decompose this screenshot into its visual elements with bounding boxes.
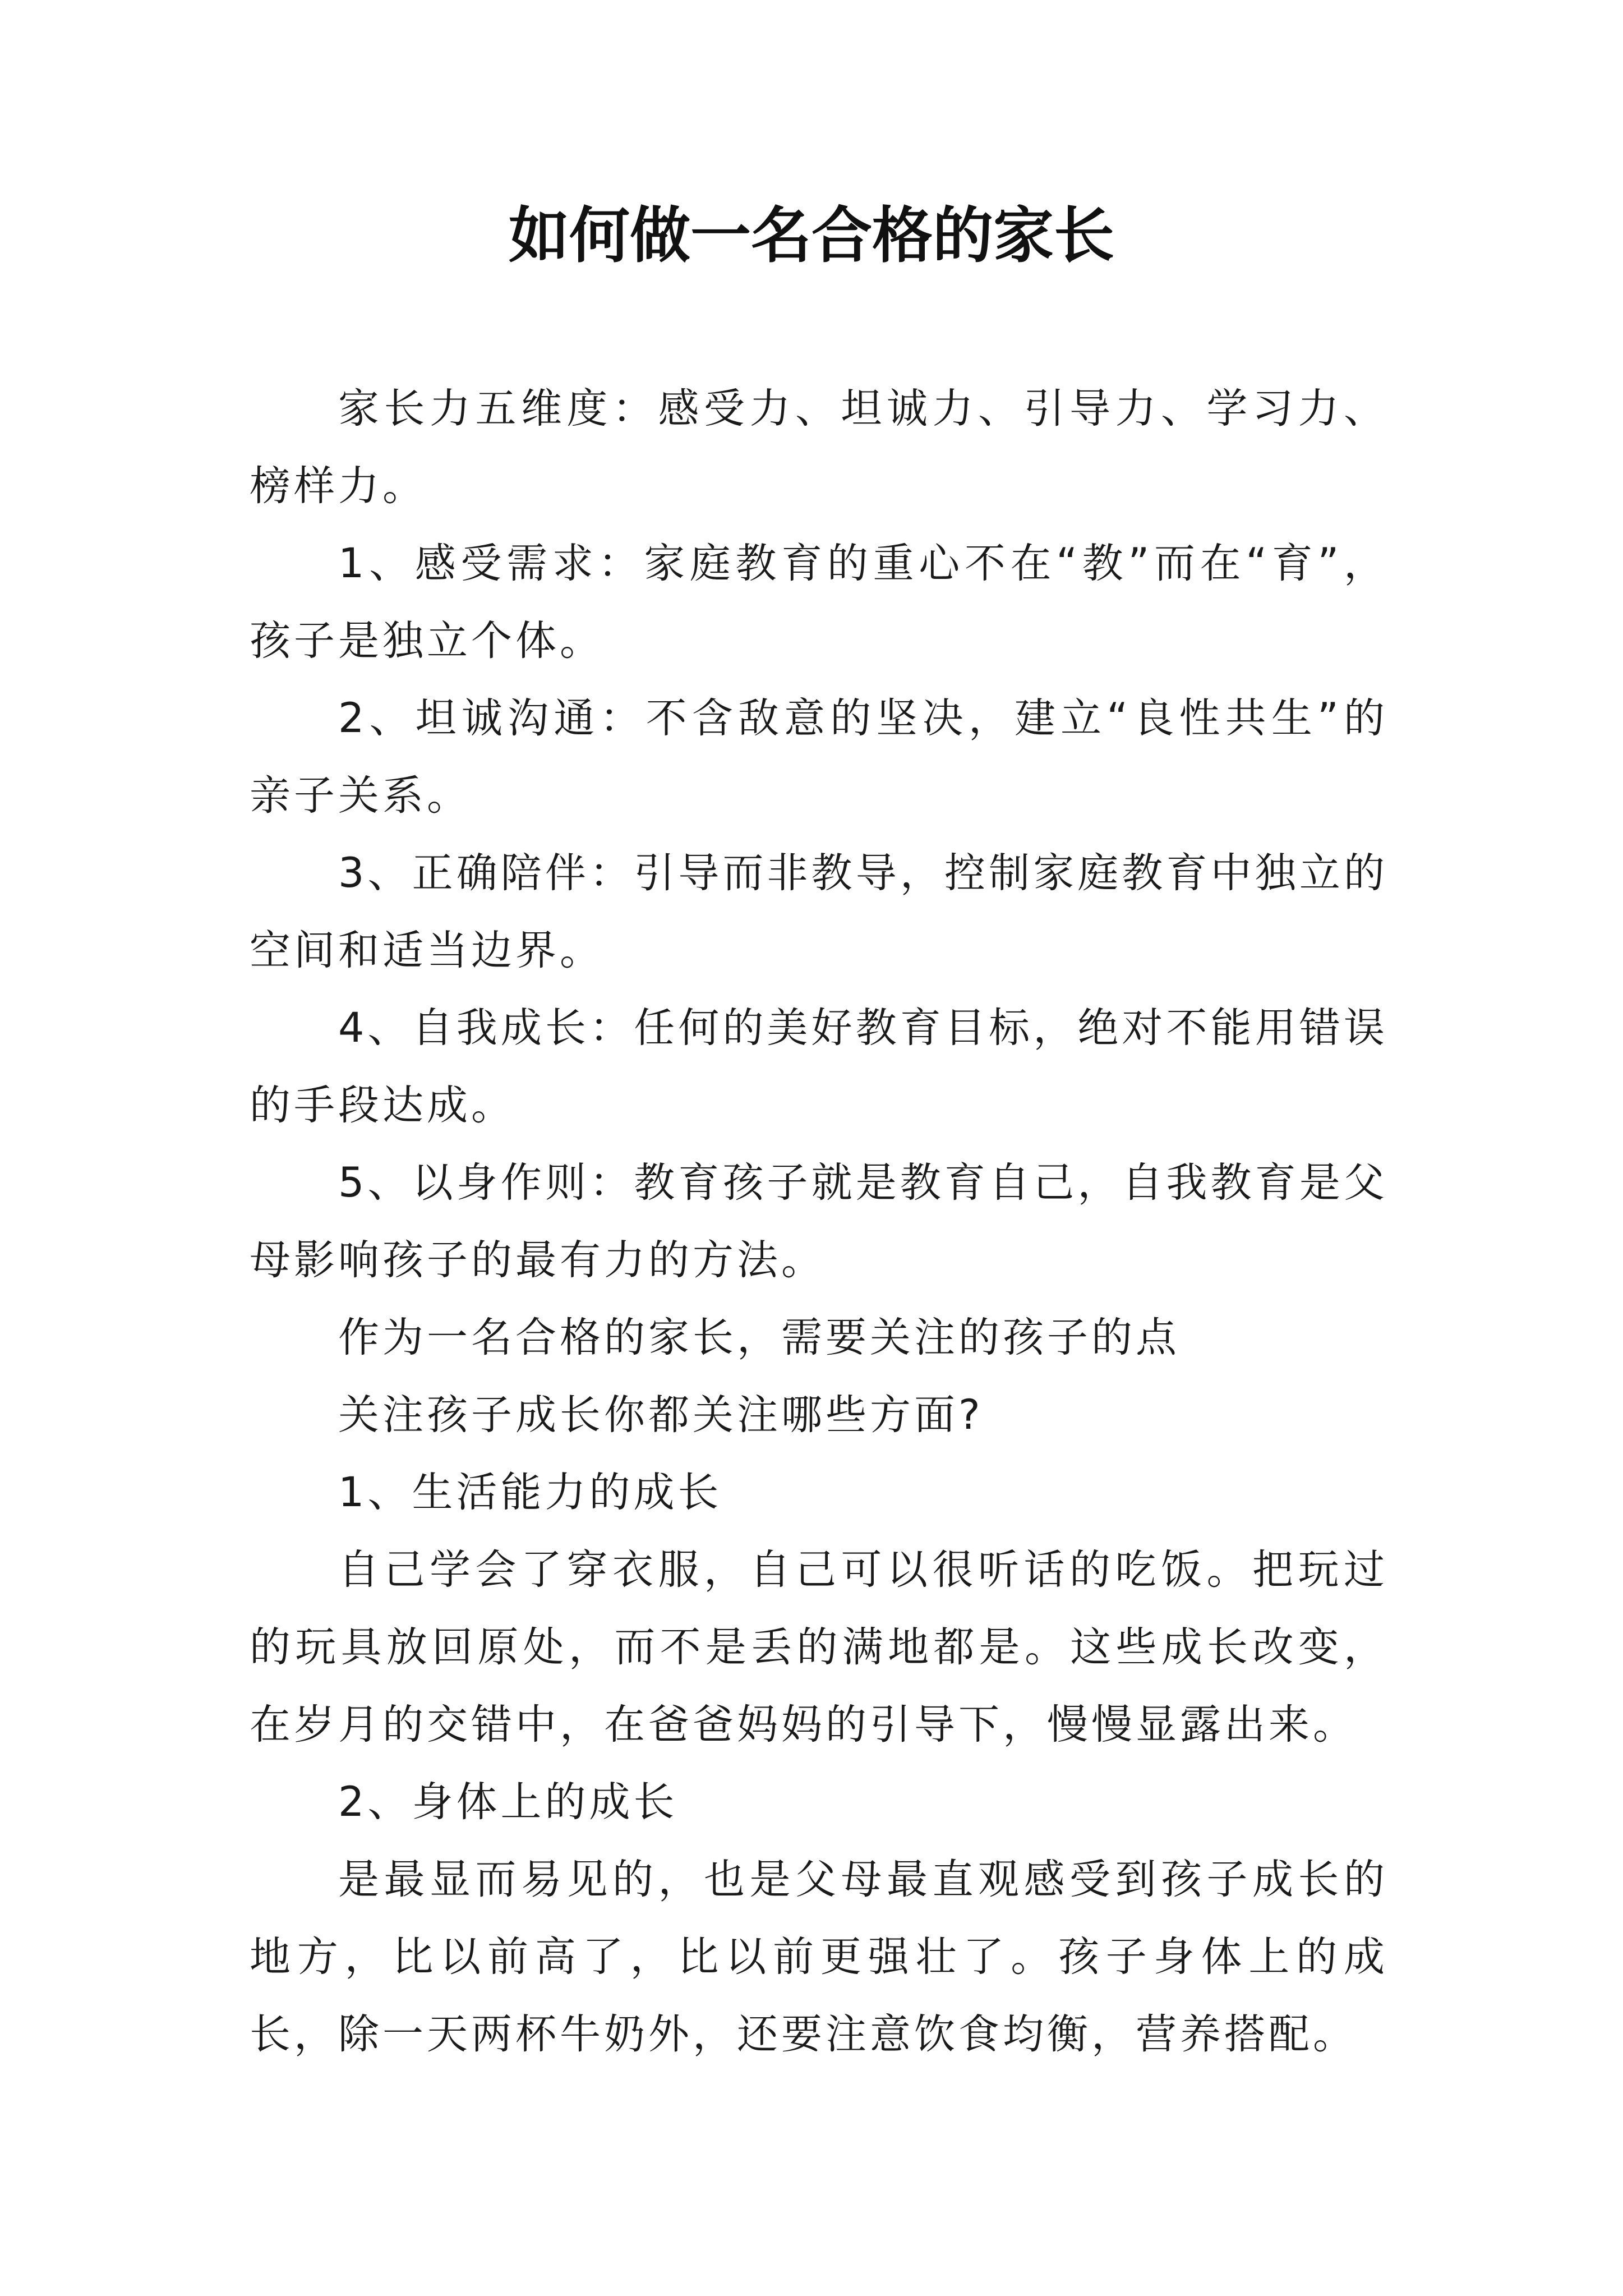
paragraph-question: 关注孩子成长你都关注哪些方面? [338,1391,984,1439]
paragraph-point-1: 1、感受需求：家庭教育的重心不在“教”而在“育”，孩子是独立个体。 [250,540,1388,665]
paragraph-subheading-focus: 作为一名合格的家长，需要关注的孩子的点 [338,1314,1180,1361]
paragraph-heading-life-skills: 1、生活能力的成长 [338,1469,722,1516]
document-body [250,370,1388,2073]
paragraph-point-2: 2、坦诚沟通：不含敌意的坚决，建立“良性共生”的亲子关系。 [250,694,1388,820]
paragraph-heading-physical: 2、身体上的成长 [338,1778,678,1826]
paragraph-point-5: 5、以身作则：教育孩子就是教育自己，自我教育是父母影响孩子的最有力的方法。 [250,1159,1388,1284]
paragraph-point-4: 4、自我成长：任何的美好教育目标，绝对不能用错误的手段达成。 [250,1004,1388,1129]
paragraph-physical: 是最显而易见的，也是父母最直观感受到孩子成长的地方，比以前高了，比以前更强壮了。孩子身体上的成长，除一天两杯牛奶外，还要注意饮食均衡，营养搭配。 [250,1856,1388,2058]
paragraph-five-dimensions: 家长力五维度：感受力、坦诚力、引导力、学习力、榜样力。 [250,385,1388,510]
paragraph-point-3: 3、正确陪伴：引导而非教导，控制家庭教育中独立的空间和适当边界。 [250,849,1388,974]
paragraph-life-skills: 自己学会了穿衣服，自己可以很听话的吃饭。把玩过的玩具放回原处，而不是丢的满地都是。这些成长改变，在岁月的交错中，在爸爸妈妈的引导下，慢慢显露出来。 [250,1546,1388,1749]
page-title: 如何做一名合格的家长 [508,200,1114,271]
